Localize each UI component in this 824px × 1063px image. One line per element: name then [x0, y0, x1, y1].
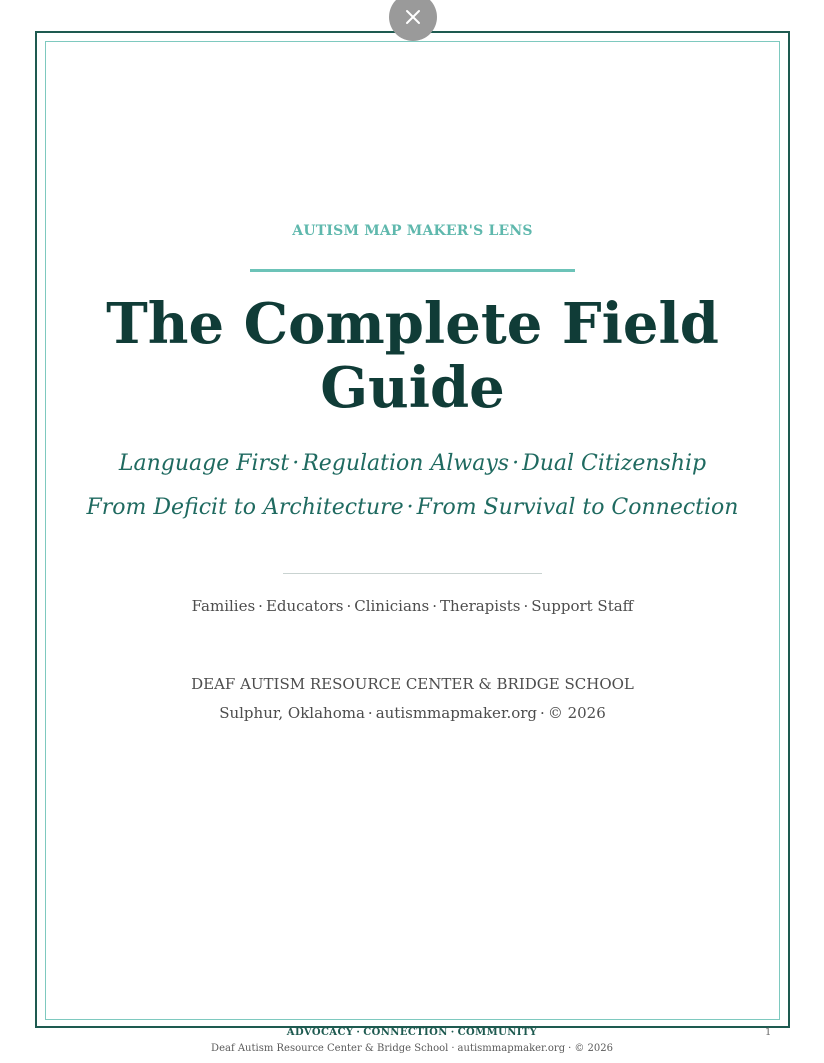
- audience-item: Families: [191, 597, 256, 615]
- location-copyright: © 2026: [547, 704, 606, 722]
- slogan-item: ADVOCACY: [286, 1027, 354, 1038]
- separator: ·: [512, 451, 520, 476]
- separator: ·: [523, 597, 529, 615]
- eyebrow-rule: [250, 269, 575, 272]
- footer-org: Deaf Autism Resource Center & Bridge School: [211, 1043, 449, 1054]
- page-number: 1: [765, 1027, 772, 1038]
- tagline-item: Language First: [118, 451, 290, 476]
- slogan-item: COMMUNITY: [457, 1027, 538, 1038]
- location-website[interactable]: autismmapmaker.org: [375, 704, 538, 722]
- tagline-item: From Survival to Connection: [416, 495, 739, 520]
- footer-website[interactable]: autismmapmaker.org: [457, 1043, 566, 1054]
- tagline-line-2: [46, 495, 779, 520]
- separator: ·: [540, 704, 545, 722]
- footer-copyright: © 2026: [574, 1043, 613, 1054]
- separator: ·: [346, 597, 352, 615]
- audience-item: Support Staff: [531, 597, 634, 615]
- separator: ·: [356, 1027, 361, 1038]
- audience-list: [46, 597, 779, 615]
- cover-title-line-1: The Complete Field: [106, 291, 719, 357]
- organization-name: DEAF AUTISM RESOURCE CENTER & BRIDGE SCHOOL: [191, 675, 634, 693]
- audience-item: Educators: [265, 597, 344, 615]
- location-line: [46, 704, 779, 722]
- close-icon: [405, 9, 421, 25]
- audience-item: Clinicians: [354, 597, 430, 615]
- audience-item: Therapists: [440, 597, 521, 615]
- section-divider: [283, 573, 542, 574]
- cover-eyebrow: AUTISM MAP MAKER'S LENS: [292, 223, 533, 239]
- footer-slogan: [0, 1027, 824, 1038]
- separator: ·: [450, 1027, 455, 1038]
- tagline-item: Regulation Always: [302, 451, 510, 476]
- tagline-line-1: [46, 451, 779, 476]
- separator: ·: [568, 1043, 572, 1054]
- separator: ·: [451, 1043, 455, 1054]
- location-place: Sulphur, Oklahoma: [219, 704, 365, 722]
- slogan-item: CONNECTION: [363, 1027, 448, 1038]
- cover-page: [46, 42, 779, 1019]
- separator: ·: [432, 597, 438, 615]
- cover-title: [46, 292, 779, 420]
- tagline-item: Dual Citizenship: [522, 451, 707, 476]
- cover-title-line-2: Guide: [320, 355, 505, 421]
- separator: ·: [406, 495, 414, 520]
- footer-credit: [0, 1043, 824, 1054]
- tagline-item: From Deficit to Architecture: [86, 495, 404, 520]
- separator: ·: [258, 597, 263, 615]
- separator: ·: [367, 704, 373, 722]
- separator: ·: [292, 451, 300, 476]
